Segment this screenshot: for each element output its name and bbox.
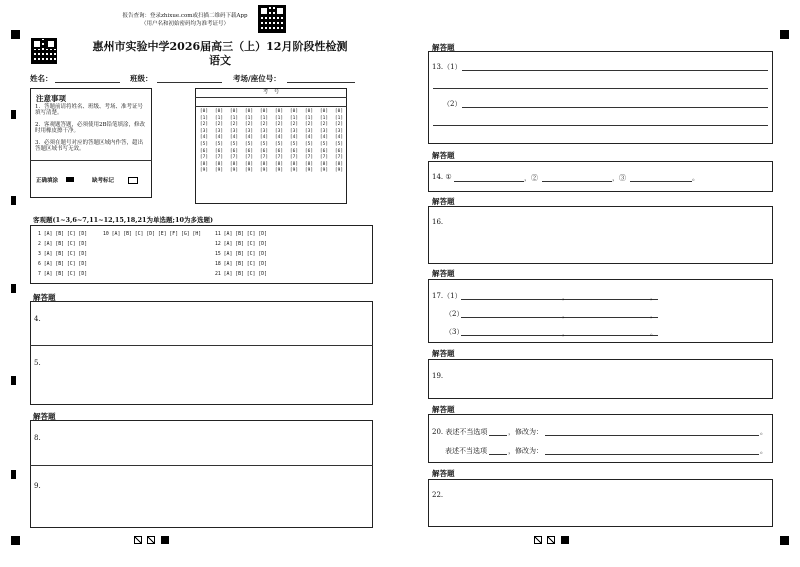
exam-id-bubble[interactable]: [6] xyxy=(274,148,284,154)
filled-bubble-icon xyxy=(66,177,74,182)
exam-id-bubble[interactable]: [2] xyxy=(244,122,254,128)
exam-id-bubble[interactable]: [7] xyxy=(214,155,224,161)
exam-id-bubble[interactable]: [7] xyxy=(229,155,239,161)
answer-row[interactable]: 11 [A] [B] [C] [D] xyxy=(215,232,267,237)
exam-id-bubble[interactable]: [4] xyxy=(274,135,284,141)
answer-row[interactable]: 6 [A] [B] [C] [D] xyxy=(38,262,88,267)
question-13-2: （2） xyxy=(443,100,462,108)
exam-id-bubble[interactable]: [6] xyxy=(334,148,344,154)
exam-id-bubble[interactable]: [8] xyxy=(244,161,254,167)
q20-fix-label: ，修改为： xyxy=(508,428,543,436)
absent-checkbox[interactable] xyxy=(128,177,138,184)
timing-mark xyxy=(11,284,16,293)
exam-id-bubble[interactable]: [4] xyxy=(229,135,239,141)
exam-id-bubble[interactable]: [7] xyxy=(289,155,299,161)
question-20: 20. 表述不当选项 xyxy=(432,428,488,436)
notes-item: 2．客观题答题，必须使用2B铅笔填涂，修改时用橡皮擦干净。 xyxy=(35,122,146,135)
exam-id-bubble[interactable]: [3] xyxy=(244,128,254,134)
exam-id-divider xyxy=(195,106,347,107)
exam-id-digit-column[interactable] xyxy=(227,109,241,175)
exam-title: 惠州市实验中学2026届高三（上）12月阶段性检测 xyxy=(92,40,348,53)
answer-line xyxy=(489,435,507,436)
exam-id-digit-column[interactable] xyxy=(317,109,331,175)
exam-id-bubble[interactable]: [3] xyxy=(229,128,239,134)
answer-line xyxy=(462,70,768,71)
answer-box-8-9[interactable] xyxy=(30,420,373,528)
section-label: 解答题 xyxy=(432,469,455,478)
exam-id-bubble[interactable]: [2] xyxy=(334,122,344,128)
exam-id-bubble[interactable]: [1] xyxy=(199,115,209,121)
q20-fix-label: ，修改为： xyxy=(508,447,543,455)
exam-id-bubble[interactable]: [9] xyxy=(229,168,239,174)
exam-id-bubble[interactable]: [3] xyxy=(274,128,284,134)
exam-id-bubble[interactable]: [8] xyxy=(214,161,224,167)
exam-id-bubble[interactable]: [2] xyxy=(289,122,299,128)
exam-id-bubble[interactable]: [9] xyxy=(289,168,299,174)
page-marker-icon xyxy=(534,536,542,544)
q14-part2: ，② xyxy=(524,174,538,182)
exam-id-divider xyxy=(195,97,347,98)
exam-id-bubble[interactable]: [0] xyxy=(244,109,254,114)
exam-id-bubble[interactable]: [7] xyxy=(259,155,269,161)
answer-box-14[interactable] xyxy=(428,161,773,192)
section-label: 解答题 xyxy=(432,405,455,414)
comma: ， xyxy=(562,311,569,319)
exam-id-bubble[interactable]: [5] xyxy=(334,141,344,147)
exam-id-bubble[interactable]: [4] xyxy=(334,135,344,141)
absent-mark-label: 缺考标记 xyxy=(92,178,115,184)
exam-id-bubble[interactable]: [9] xyxy=(199,168,209,174)
class-label: 班级： xyxy=(130,74,153,83)
answer-row[interactable]: 12 [A] [B] [C] [D] xyxy=(215,242,267,247)
answer-line xyxy=(542,181,612,182)
exam-id-bubble[interactable]: [0] xyxy=(214,109,224,114)
exam-id-bubble[interactable]: [5] xyxy=(259,141,269,147)
answer-line xyxy=(461,335,658,336)
answer-box-13[interactable] xyxy=(428,51,773,144)
exam-id-bubble[interactable]: [2] xyxy=(304,122,314,128)
answer-line xyxy=(545,435,759,436)
exam-id-bubble[interactable]: [1] xyxy=(259,115,269,121)
exam-id-bubble[interactable]: [9] xyxy=(274,168,284,174)
answer-line xyxy=(433,88,768,89)
exam-id-bubble[interactable]: [3] xyxy=(319,128,329,134)
exam-id-digit-column[interactable] xyxy=(197,109,211,175)
notes-item: 3．必须在题号对应的答题区域内作答，超出答题区域书写无效。 xyxy=(35,140,144,153)
page-marker-icon xyxy=(561,536,569,544)
exam-id-bubble[interactable]: [2] xyxy=(259,122,269,128)
exam-id-bubble[interactable]: [9] xyxy=(214,168,224,174)
report-query-text: 报告查询：登录zhixue.com或扫描二维码下载App xyxy=(122,13,248,19)
exam-id-bubble[interactable]: [0] xyxy=(289,109,299,114)
exam-id-bubble[interactable]: [1] xyxy=(304,115,314,121)
section-label: 解答题 xyxy=(432,349,455,358)
timing-mark xyxy=(11,470,16,479)
answer-box-16[interactable] xyxy=(428,206,773,264)
exam-id-bubble[interactable]: [9] xyxy=(334,168,344,174)
question-17-1: 17.（1） xyxy=(432,292,462,300)
q14-end: 。 xyxy=(692,174,699,182)
question-5: 5. xyxy=(34,359,41,367)
qr-code-icon xyxy=(31,38,57,64)
corner-mark-bl xyxy=(11,536,20,545)
page-marker-icon xyxy=(547,536,555,544)
answer-box-22[interactable] xyxy=(428,479,773,527)
question-9: 9. xyxy=(34,482,41,490)
exam-id-bubble[interactable]: [7] xyxy=(304,155,314,161)
exam-id-bubble[interactable]: [1] xyxy=(274,115,284,121)
section-label: 解答题 xyxy=(432,151,455,160)
exam-id-bubble[interactable]: [1] xyxy=(244,115,254,121)
exam-id-bubble[interactable]: [1] xyxy=(289,115,299,121)
page-marker-icon xyxy=(161,536,169,544)
answer-box-19[interactable] xyxy=(428,359,773,399)
exam-id-bubble[interactable]: [8] xyxy=(304,161,314,167)
exam-id-bubble[interactable]: [6] xyxy=(214,148,224,154)
answer-row[interactable]: 18 [A] [B] [C] [D] xyxy=(215,262,267,267)
exam-subject: 语文 xyxy=(209,54,231,67)
answer-line xyxy=(461,317,658,318)
exam-id-bubble[interactable]: [0] xyxy=(334,109,344,114)
answer-line xyxy=(454,181,524,182)
comma: ， xyxy=(562,293,569,301)
corner-mark-tl xyxy=(11,30,20,39)
exam-id-bubble[interactable]: [4] xyxy=(244,135,254,141)
period: 。 xyxy=(760,447,767,455)
exam-id-bubble[interactable]: [5] xyxy=(214,141,224,147)
exam-id-bubble[interactable]: [7] xyxy=(274,155,284,161)
answer-divider xyxy=(30,345,373,346)
exam-id-bubble[interactable]: [0] xyxy=(274,109,284,114)
timing-mark xyxy=(11,110,16,119)
question-14: 14. ① xyxy=(432,173,452,181)
section-label: 解答题 xyxy=(432,197,455,206)
exam-id-bubble[interactable]: [6] xyxy=(289,148,299,154)
question-19: 19. xyxy=(432,372,444,380)
exam-id-bubble[interactable]: [4] xyxy=(259,135,269,141)
q14-part3: ，③ xyxy=(612,174,626,182)
exam-id-bubble[interactable]: [8] xyxy=(289,161,299,167)
answer-row[interactable]: 2 [A] [B] [C] [D] xyxy=(38,242,88,247)
exam-id-bubble[interactable]: [0] xyxy=(259,109,269,114)
name-label: 姓名： xyxy=(30,74,53,83)
exam-id-bubble[interactable]: [5] xyxy=(199,141,209,147)
notes-divider xyxy=(30,160,152,161)
question-17-2: （2） xyxy=(445,310,464,318)
correct-fill-label: 正确填涂 xyxy=(36,178,59,184)
question-4: 4. xyxy=(34,315,41,323)
answer-row[interactable]: 10 [A] [B] [C] [D] [E] [F] [G] [H] xyxy=(103,232,202,237)
section-label: 解答题 xyxy=(33,412,56,421)
exam-id-bubble[interactable]: [1] xyxy=(334,115,344,121)
corner-mark-tr xyxy=(780,30,789,39)
exam-id-bubble[interactable]: [7] xyxy=(334,155,344,161)
exam-id-bubble[interactable]: [6] xyxy=(229,148,239,154)
exam-id-bubble[interactable]: [6] xyxy=(319,148,329,154)
exam-id-bubble[interactable]: [4] xyxy=(289,135,299,141)
answer-line xyxy=(461,299,658,300)
timing-mark xyxy=(11,376,16,385)
exam-id-bubble[interactable]: [1] xyxy=(319,115,329,121)
section-label: 解答题 xyxy=(33,293,56,302)
exam-id-bubble[interactable]: [4] xyxy=(304,135,314,141)
exam-id-digit-column[interactable] xyxy=(272,109,286,175)
exam-id-bubble[interactable]: [2] xyxy=(319,122,329,128)
qr-code-icon xyxy=(258,5,286,33)
section-label: 解答题 xyxy=(432,269,455,278)
exam-id-bubble[interactable]: [6] xyxy=(304,148,314,154)
period: 。 xyxy=(650,329,657,337)
exam-id-digit-column[interactable] xyxy=(332,109,346,175)
exam-id-bubble[interactable]: [3] xyxy=(214,128,224,134)
exam-id-digit-column[interactable] xyxy=(257,109,271,175)
exam-id-bubble[interactable]: [9] xyxy=(319,168,329,174)
exam-id-digit-column[interactable] xyxy=(302,109,316,175)
exam-id-bubble[interactable]: [9] xyxy=(259,168,269,174)
answer-line xyxy=(462,107,768,108)
exam-id-bubble[interactable]: [8] xyxy=(229,161,239,167)
exam-id-bubble[interactable]: [4] xyxy=(214,135,224,141)
exam-id-bubble[interactable]: [6] xyxy=(244,148,254,154)
exam-id-bubble[interactable]: [1] xyxy=(214,115,224,121)
page-marker-icon xyxy=(134,536,142,544)
exam-id-bubble[interactable]: [7] xyxy=(244,155,254,161)
question-22: 22. xyxy=(432,491,444,499)
exam-id-bubble[interactable]: [5] xyxy=(304,141,314,147)
exam-id-bubble[interactable]: [3] xyxy=(334,128,344,134)
exam-id-bubble[interactable]: [1] xyxy=(229,115,239,121)
exam-id-bubble[interactable]: [8] xyxy=(259,161,269,167)
exam-id-digit-column[interactable] xyxy=(287,109,301,175)
exam-id-bubble[interactable]: [3] xyxy=(199,128,209,134)
exam-id-bubble[interactable]: [0] xyxy=(319,109,329,114)
exam-id-bubble[interactable]: [3] xyxy=(289,128,299,134)
exam-id-bubble[interactable]: [3] xyxy=(304,128,314,134)
answer-row[interactable]: 15 [A] [B] [C] [D] xyxy=(215,252,267,257)
exam-id-bubble[interactable]: [2] xyxy=(199,122,209,128)
exam-id-bubble[interactable]: [2] xyxy=(274,122,284,128)
exam-id-bubble[interactable]: [3] xyxy=(259,128,269,134)
exam-id-bubble[interactable]: [2] xyxy=(214,122,224,128)
corner-mark-br xyxy=(780,536,789,545)
comma: ， xyxy=(562,329,569,337)
exam-id-bubble[interactable]: [7] xyxy=(319,155,329,161)
exam-id-bubble[interactable]: [0] xyxy=(199,109,209,114)
section-label: 解答题 xyxy=(432,43,455,52)
question-8: 8. xyxy=(34,434,41,442)
answer-row[interactable]: 1 [A] [B] [C] [D] xyxy=(38,232,88,237)
exam-id-heading: 考 号 xyxy=(262,89,280,95)
seat-label: 考场/座位号： xyxy=(233,74,281,83)
exam-id-bubble[interactable]: [0] xyxy=(304,109,314,114)
question-13: 13.（1） xyxy=(432,63,462,71)
exam-id-bubble[interactable]: [8] xyxy=(274,161,284,167)
exam-id-bubble[interactable]: [5] xyxy=(289,141,299,147)
notes-item: 1．答题前请将姓名、班级、考场、准考证号填写清楚。 xyxy=(35,104,144,117)
period: 。 xyxy=(760,428,767,436)
login-hint-text: （用户名和初始密码均为准考证号） xyxy=(140,21,229,27)
timing-mark xyxy=(11,196,16,205)
exam-id-bubble[interactable]: [5] xyxy=(274,141,284,147)
answer-row[interactable]: 3 [A] [B] [C] [D] xyxy=(38,252,88,257)
answer-box-17[interactable] xyxy=(428,279,773,343)
exam-id-bubble[interactable]: [8] xyxy=(319,161,329,167)
answer-box-4-5[interactable] xyxy=(30,301,373,405)
question-17-3: （3） xyxy=(445,328,464,336)
exam-id-bubble[interactable]: [4] xyxy=(319,135,329,141)
page-marker-icon xyxy=(147,536,155,544)
exam-id-bubble[interactable]: [5] xyxy=(229,141,239,147)
answer-line xyxy=(545,454,759,455)
question-20b: 表述不当选项 xyxy=(445,447,487,455)
exam-id-bubble[interactable]: [5] xyxy=(319,141,329,147)
comma: ， xyxy=(650,293,657,301)
exam-id-bubble[interactable]: [9] xyxy=(304,168,314,174)
answer-divider xyxy=(30,465,373,466)
exam-id-bubble[interactable]: [5] xyxy=(244,141,254,147)
question-16: 16. xyxy=(432,218,444,226)
answer-line xyxy=(433,125,768,126)
notes-heading: 注意事项 xyxy=(36,94,66,103)
objective-heading: 客观题(1~3,6~7,11~12,15,18,21为单选题;10为多选题) xyxy=(33,216,214,224)
comma: ， xyxy=(650,311,657,319)
exam-id-bubble[interactable]: [8] xyxy=(334,161,344,167)
class-field[interactable] xyxy=(157,82,222,83)
exam-id-digit-column[interactable] xyxy=(242,109,256,175)
exam-id-bubble[interactable]: [0] xyxy=(229,109,239,114)
answer-line xyxy=(489,454,507,455)
exam-id-bubble[interactable]: [2] xyxy=(229,122,239,128)
answer-row[interactable]: 21 [A] [B] [C] [D] xyxy=(215,272,267,277)
exam-id-bubble[interactable]: [6] xyxy=(199,148,209,154)
answer-row[interactable]: 7 [A] [B] [C] [D] xyxy=(38,272,88,277)
name-field[interactable] xyxy=(55,82,120,83)
exam-id-digit-column[interactable] xyxy=(212,109,226,175)
exam-id-bubble[interactable]: [7] xyxy=(199,155,209,161)
answer-line xyxy=(630,181,692,182)
seat-field[interactable] xyxy=(287,82,355,83)
exam-id-bubble[interactable]: [8] xyxy=(199,161,209,167)
exam-id-bubble[interactable]: [6] xyxy=(259,148,269,154)
exam-id-bubble[interactable]: [4] xyxy=(199,135,209,141)
exam-id-bubble[interactable]: [9] xyxy=(244,168,254,174)
